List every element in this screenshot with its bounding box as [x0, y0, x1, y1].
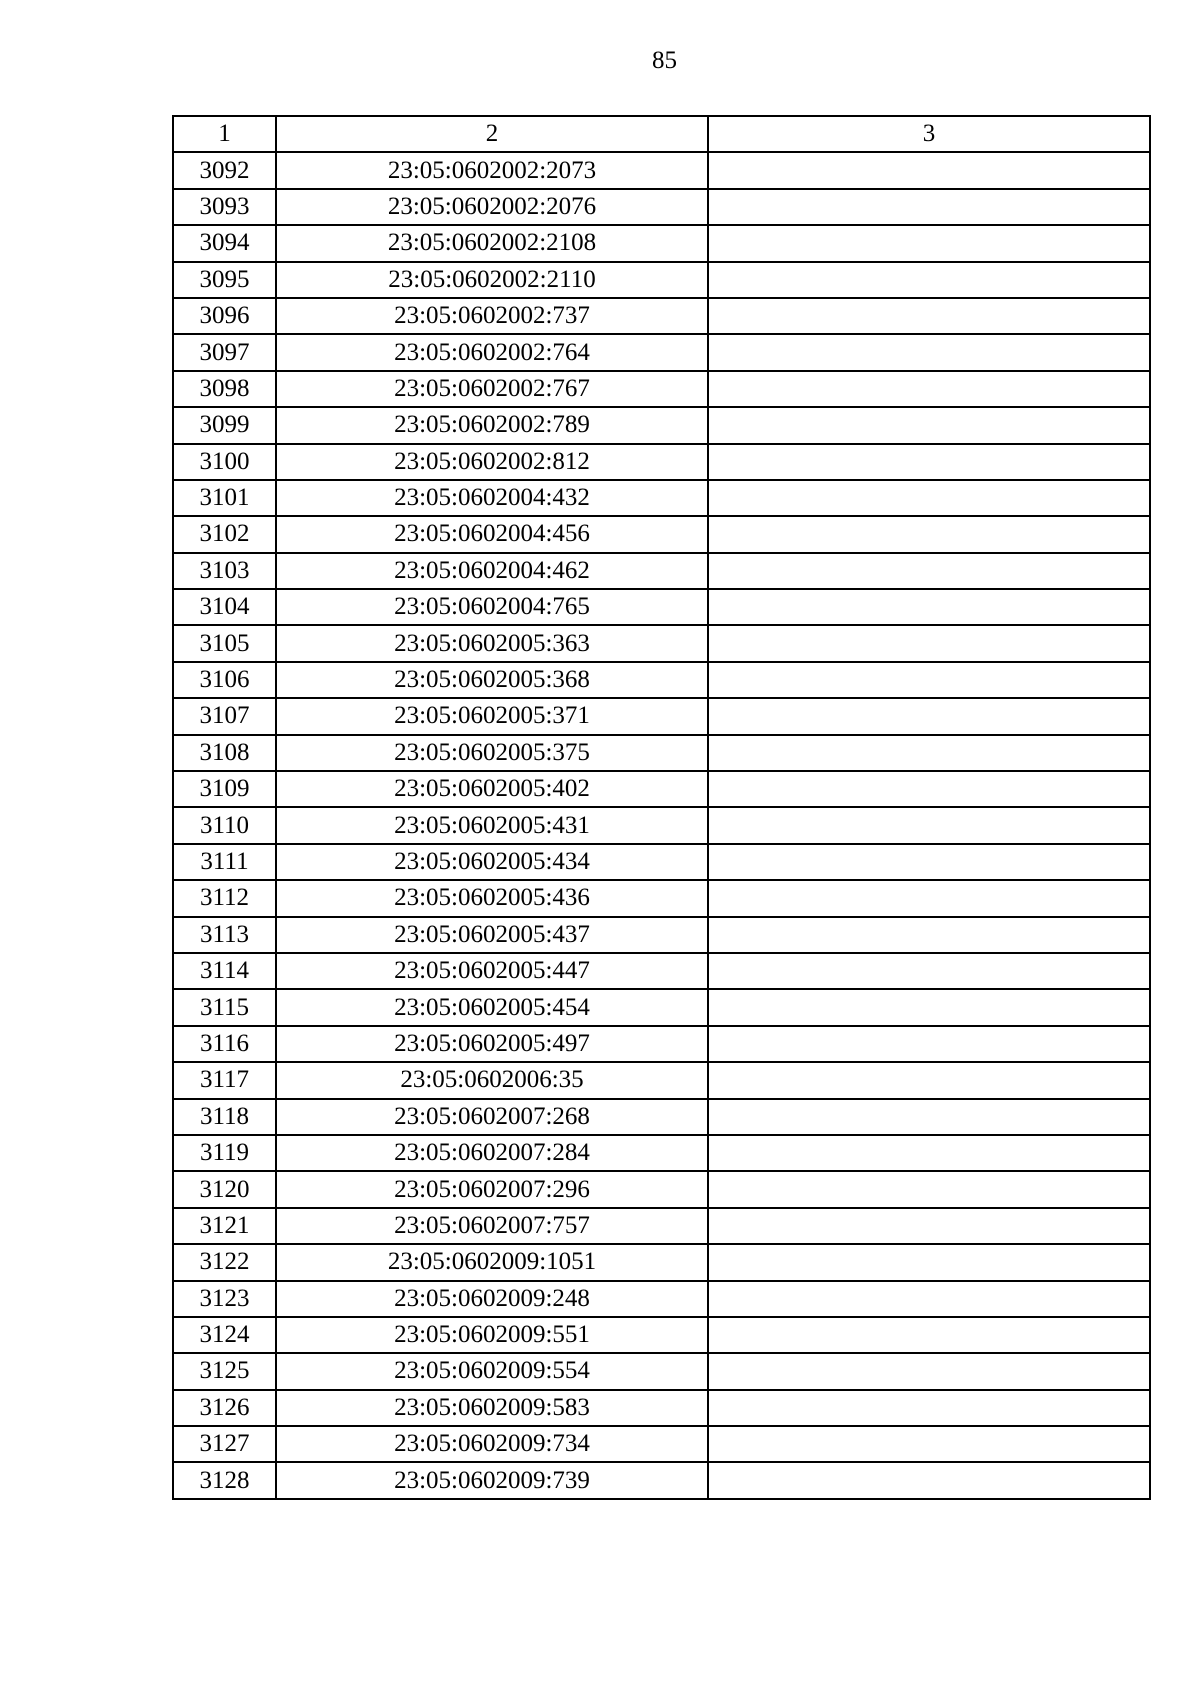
cadastral-number-cell: 23:05:0602009:734 [276, 1426, 708, 1462]
cadastral-number-cell: 23:05:0602007:284 [276, 1135, 708, 1171]
row-number-cell: 3123 [173, 1281, 276, 1317]
page-number: 85 [652, 47, 677, 74]
cadastral-number-cell: 23:05:0602005:436 [276, 880, 708, 916]
row-number-cell: 3118 [173, 1099, 276, 1135]
column-header-3: 3 [708, 116, 1150, 152]
cadastral-number-cell: 23:05:0602002:767 [276, 371, 708, 407]
cadastral-number-cell: 23:05:0602009:554 [276, 1353, 708, 1389]
table-row [173, 225, 1150, 261]
note-cell [708, 225, 1150, 261]
note-cell [708, 371, 1150, 407]
note-cell [708, 189, 1150, 225]
note-cell [708, 662, 1150, 698]
table-row [173, 152, 1150, 188]
row-number-cell: 3120 [173, 1171, 276, 1207]
table-body [173, 152, 1150, 1498]
cadastral-number-cell: 23:05:0602005:375 [276, 735, 708, 771]
cadastral-number-cell: 23:05:0602005:402 [276, 771, 708, 807]
table-row [173, 1244, 1150, 1280]
table-row [173, 334, 1150, 370]
note-cell [708, 953, 1150, 989]
row-number-cell: 3097 [173, 334, 276, 370]
note-cell [708, 262, 1150, 298]
cadastral-number-cell: 23:05:0602009:583 [276, 1390, 708, 1426]
row-number-cell: 3116 [173, 1026, 276, 1062]
table-row [173, 516, 1150, 552]
cadastral-number-cell: 23:05:0602002:2110 [276, 262, 708, 298]
cadastral-number-cell: 23:05:0602005:434 [276, 844, 708, 880]
cadastral-number-cell: 23:05:0602002:2108 [276, 225, 708, 261]
note-cell [708, 625, 1150, 661]
cadastral-number-cell: 23:05:0602007:268 [276, 1099, 708, 1135]
table-row [173, 1462, 1150, 1498]
note-cell [708, 735, 1150, 771]
cadastral-number-cell: 23:05:0602009:551 [276, 1317, 708, 1353]
cadastral-number-cell: 23:05:0602005:368 [276, 662, 708, 698]
note-cell [708, 589, 1150, 625]
table-row [173, 1317, 1150, 1353]
row-number-cell: 3103 [173, 553, 276, 589]
column-header-1: 1 [173, 116, 276, 152]
cadastral-number-cell: 23:05:0602005:363 [276, 625, 708, 661]
cadastral-number-cell: 23:05:0602007:757 [276, 1208, 708, 1244]
row-number-cell: 3105 [173, 625, 276, 661]
table-row [173, 1135, 1150, 1171]
note-cell [708, 1135, 1150, 1171]
row-number-cell: 3094 [173, 225, 276, 261]
note-cell [708, 1208, 1150, 1244]
cadastral-number-cell: 23:05:0602004:432 [276, 480, 708, 516]
note-cell [708, 989, 1150, 1025]
row-number-cell: 3117 [173, 1062, 276, 1098]
table-row [173, 1281, 1150, 1317]
row-number-cell: 3110 [173, 807, 276, 843]
column-header-2: 2 [276, 116, 708, 152]
note-cell [708, 1281, 1150, 1317]
row-number-cell: 3101 [173, 480, 276, 516]
table-row [173, 735, 1150, 771]
note-cell [708, 1171, 1150, 1207]
row-number-cell: 3098 [173, 371, 276, 407]
table-row [173, 407, 1150, 443]
note-cell [708, 771, 1150, 807]
table-header-row [173, 116, 1150, 152]
cadastral-number-cell: 23:05:0602009:248 [276, 1281, 708, 1317]
note-cell [708, 880, 1150, 916]
note-cell [708, 334, 1150, 370]
table-row [173, 662, 1150, 698]
note-cell [708, 298, 1150, 334]
table-row [173, 480, 1150, 516]
row-number-cell: 3113 [173, 917, 276, 953]
note-cell [708, 152, 1150, 188]
row-number-cell: 3093 [173, 189, 276, 225]
page-number-area [0, 46, 1200, 76]
table-row [173, 553, 1150, 589]
row-number-cell: 3119 [173, 1135, 276, 1171]
note-cell [708, 1099, 1150, 1135]
row-number-cell: 3125 [173, 1353, 276, 1389]
cadastral-number-cell: 23:05:0602005:437 [276, 917, 708, 953]
note-cell [708, 407, 1150, 443]
table-row [173, 1208, 1150, 1244]
cadastral-number-cell: 23:05:0602002:789 [276, 407, 708, 443]
table-row [173, 1099, 1150, 1135]
table-row [173, 1390, 1150, 1426]
note-cell [708, 1062, 1150, 1098]
cadastral-number-cell: 23:05:0602004:765 [276, 589, 708, 625]
note-cell [708, 480, 1150, 516]
row-number-cell: 3111 [173, 844, 276, 880]
note-cell [708, 516, 1150, 552]
row-number-cell: 3126 [173, 1390, 276, 1426]
row-number-cell: 3124 [173, 1317, 276, 1353]
table-row [173, 953, 1150, 989]
table-row [173, 807, 1150, 843]
row-number-cell: 3095 [173, 262, 276, 298]
note-cell [708, 1026, 1150, 1062]
table-row [173, 625, 1150, 661]
table-row [173, 589, 1150, 625]
row-number-cell: 3099 [173, 407, 276, 443]
row-number-cell: 3114 [173, 953, 276, 989]
table-row [173, 1171, 1150, 1207]
table-row [173, 298, 1150, 334]
row-number-cell: 3106 [173, 662, 276, 698]
cadastral-number-cell: 23:05:0602005:454 [276, 989, 708, 1025]
row-number-cell: 3102 [173, 516, 276, 552]
note-cell [708, 1317, 1150, 1353]
note-cell [708, 1390, 1150, 1426]
row-number-cell: 3096 [173, 298, 276, 334]
cadastral-number-cell: 23:05:0602002:764 [276, 334, 708, 370]
table-row [173, 1026, 1150, 1062]
table-row [173, 262, 1150, 298]
cadastral-number-cell: 23:05:0602002:812 [276, 444, 708, 480]
cadastral-number-cell: 23:05:0602002:2073 [276, 152, 708, 188]
row-number-cell: 3128 [173, 1462, 276, 1498]
note-cell [708, 1244, 1150, 1280]
cadastral-number-cell: 23:05:0602005:431 [276, 807, 708, 843]
cadastral-number-cell: 23:05:0602005:371 [276, 698, 708, 734]
table-row [173, 444, 1150, 480]
cadastral-number-cell: 23:05:0602004:456 [276, 516, 708, 552]
row-number-cell: 3107 [173, 698, 276, 734]
note-cell [708, 1426, 1150, 1462]
note-cell [708, 1353, 1150, 1389]
table-row [173, 844, 1150, 880]
cadastral-number-cell: 23:05:0602002:737 [276, 298, 708, 334]
table-row [173, 771, 1150, 807]
row-number-cell: 3121 [173, 1208, 276, 1244]
row-number-cell: 3109 [173, 771, 276, 807]
row-number-cell: 3100 [173, 444, 276, 480]
cadastral-number-cell: 23:05:0602005:447 [276, 953, 708, 989]
cadastral-number-cell: 23:05:0602004:462 [276, 553, 708, 589]
row-number-cell: 3108 [173, 735, 276, 771]
cadastral-number-cell: 23:05:0602009:739 [276, 1462, 708, 1498]
table-row [173, 371, 1150, 407]
note-cell [708, 1462, 1150, 1498]
row-number-cell: 3127 [173, 1426, 276, 1462]
cadastral-number-cell: 23:05:0602002:2076 [276, 189, 708, 225]
cadastral-number-cell: 23:05:0602007:296 [276, 1171, 708, 1207]
cadastral-number-cell: 23:05:0602006:35 [276, 1062, 708, 1098]
table-row [173, 1426, 1150, 1462]
note-cell [708, 698, 1150, 734]
table-row [173, 698, 1150, 734]
row-number-cell: 3115 [173, 989, 276, 1025]
note-cell [708, 444, 1150, 480]
table-row [173, 1353, 1150, 1389]
table-row [173, 917, 1150, 953]
row-number-cell: 3092 [173, 152, 276, 188]
registry-table [172, 115, 1151, 1500]
cadastral-number-cell: 23:05:0602009:1051 [276, 1244, 708, 1280]
row-number-cell: 3122 [173, 1244, 276, 1280]
note-cell [708, 844, 1150, 880]
table-row [173, 880, 1150, 916]
row-number-cell: 3104 [173, 589, 276, 625]
cadastral-number-cell: 23:05:0602005:497 [276, 1026, 708, 1062]
note-cell [708, 553, 1150, 589]
table-row [173, 989, 1150, 1025]
row-number-cell: 3112 [173, 880, 276, 916]
note-cell [708, 917, 1150, 953]
note-cell [708, 807, 1150, 843]
table-row [173, 189, 1150, 225]
table-row [173, 1062, 1150, 1098]
